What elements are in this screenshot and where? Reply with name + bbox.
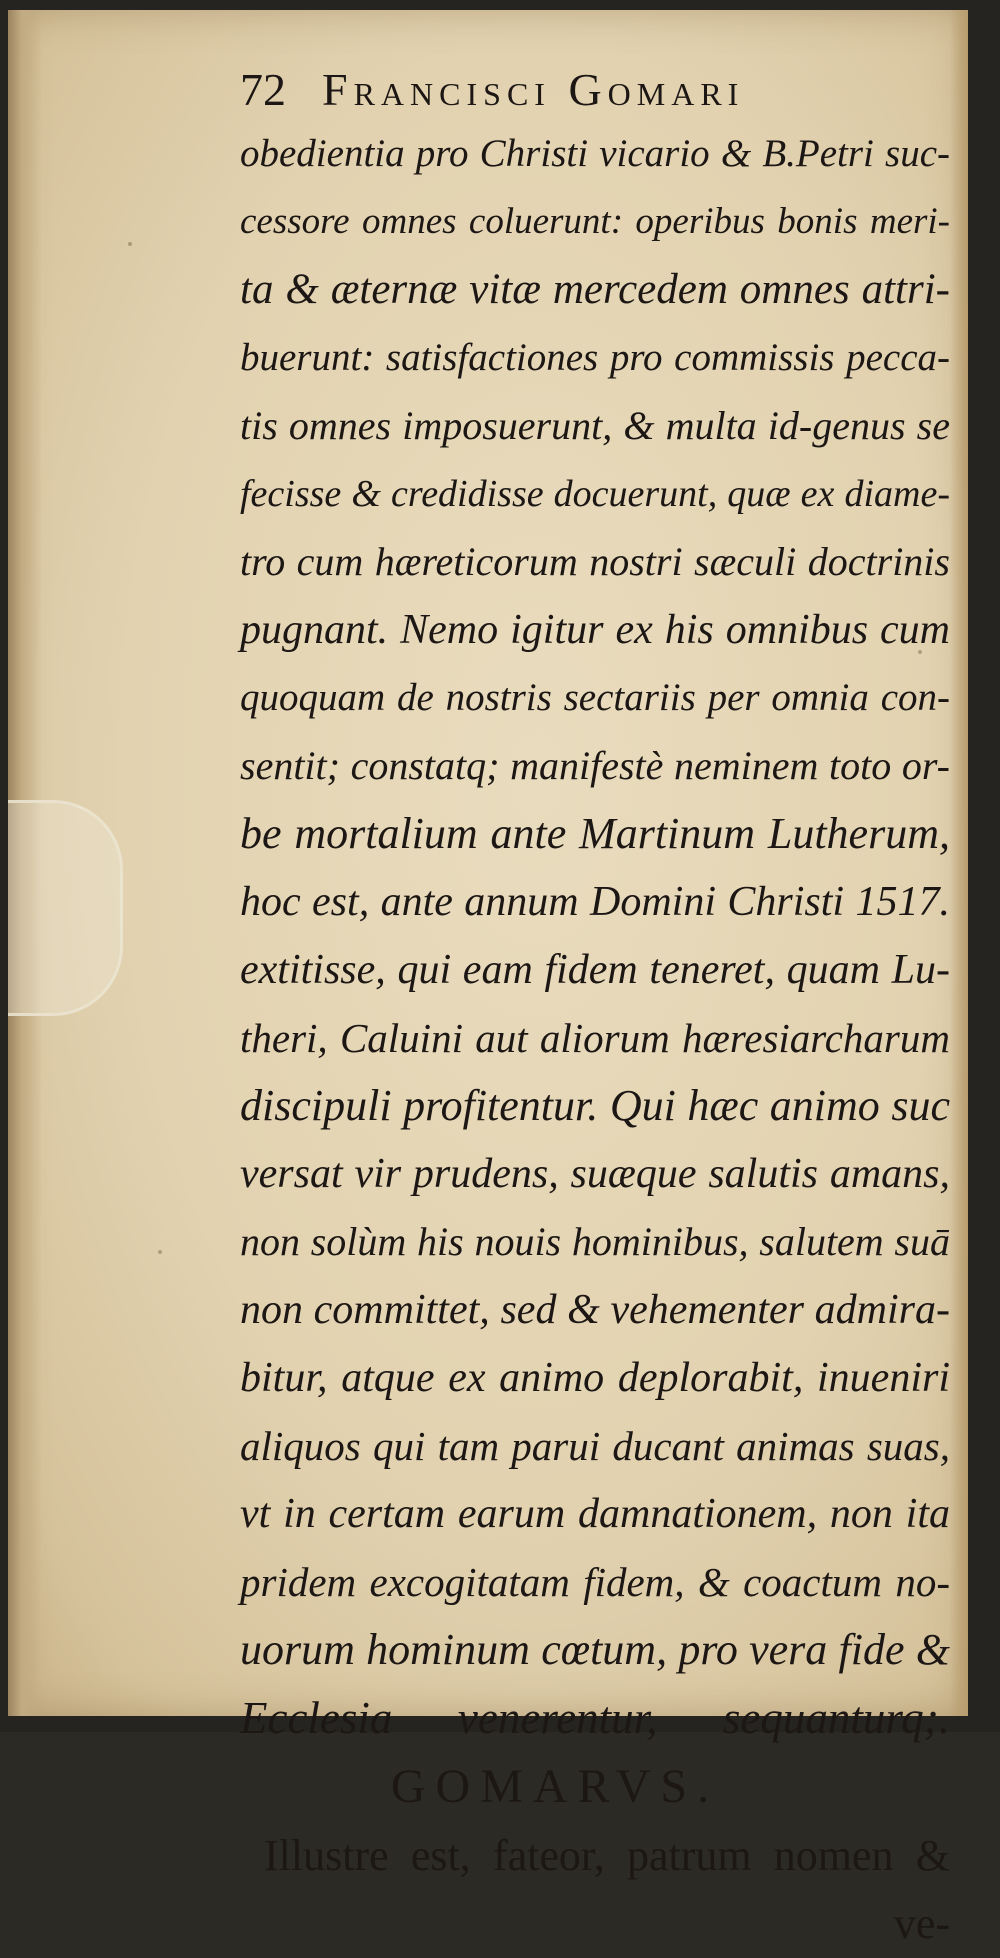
paper-speck (158, 1250, 162, 1254)
page-number: 72 (240, 64, 286, 115)
page-edge (950, 10, 968, 1716)
paper-speck (128, 242, 132, 246)
text-line: cessore omnes coluerunt: operibus bonis meri- (240, 201, 950, 242)
page-clip-tab (8, 800, 123, 1016)
body-text-roman-line: Illustre est, fateor, patrum nomen & (264, 1831, 950, 1880)
text-line: tis omnes imposuerunt, & multa id-genus se (240, 403, 950, 448)
text-line: Ecclesia venerentur, sequanturq;. (240, 1693, 950, 1743)
text-line: pridem excogitatam fidem, & coactum no- (240, 1559, 950, 1605)
text-line: vt in certam earum damnationem, non ita (240, 1491, 950, 1537)
text-line: pugnant. Nemo igitur ex his omnibus cum (240, 607, 950, 653)
text-line: uorum hominum cœtum, pro vera fide & (240, 1625, 950, 1674)
text-line: buerunt: satisfactiones pro commissis pecca- (240, 336, 950, 379)
text-line: theri, Caluini aut aliorum hæresiarcharum (240, 1015, 950, 1061)
text-line: tro cum hæreticorum nostri sæculi doctrinis (240, 539, 950, 584)
text-line: versat vir prudens, suæque salutis amans, (240, 1151, 950, 1197)
running-head-title: Francisci Gomari (322, 64, 745, 115)
text-line: extitisse, qui eam fidem teneret, quam Lu- (240, 947, 950, 993)
body-text (240, 120, 950, 1752)
catchword: ve- (893, 1899, 950, 1948)
text-line: aliquos qui tam parui ducant animas suas, (240, 1423, 950, 1469)
text-line: fecisse & credidisse docuerunt, quæ ex diame- (240, 473, 950, 515)
text-line: obedientia pro Christi vicario & B.Petri suc- (240, 132, 950, 175)
text-line: ta & æternæ vitæ mercedem omnes attri- (240, 266, 950, 313)
book-page (8, 10, 968, 1948)
text-line: non committet, sed & vehementer admira- (240, 1287, 950, 1333)
text-block (240, 60, 950, 1958)
text-line: sentit; constatq; manifestè neminem toto or- (240, 743, 950, 788)
text-line: discipuli profitentur. Qui hæc animo suc (240, 1081, 950, 1130)
section-heading: GOMARVS. (390, 1760, 720, 1813)
running-head (240, 60, 950, 120)
text-line: quoquam de nostris sectariis per omnia con- (240, 676, 950, 719)
text-line: be mortalium ante Martinum Lutherum, (240, 809, 950, 858)
text-line: hoc est, ante annum Domini Christi 1517. (240, 879, 950, 925)
text-line: bitur, atque ex animo deplorabit, inueniri (240, 1355, 950, 1401)
text-line: non solùm his nouis hominibus, salutem suā (240, 1219, 950, 1264)
